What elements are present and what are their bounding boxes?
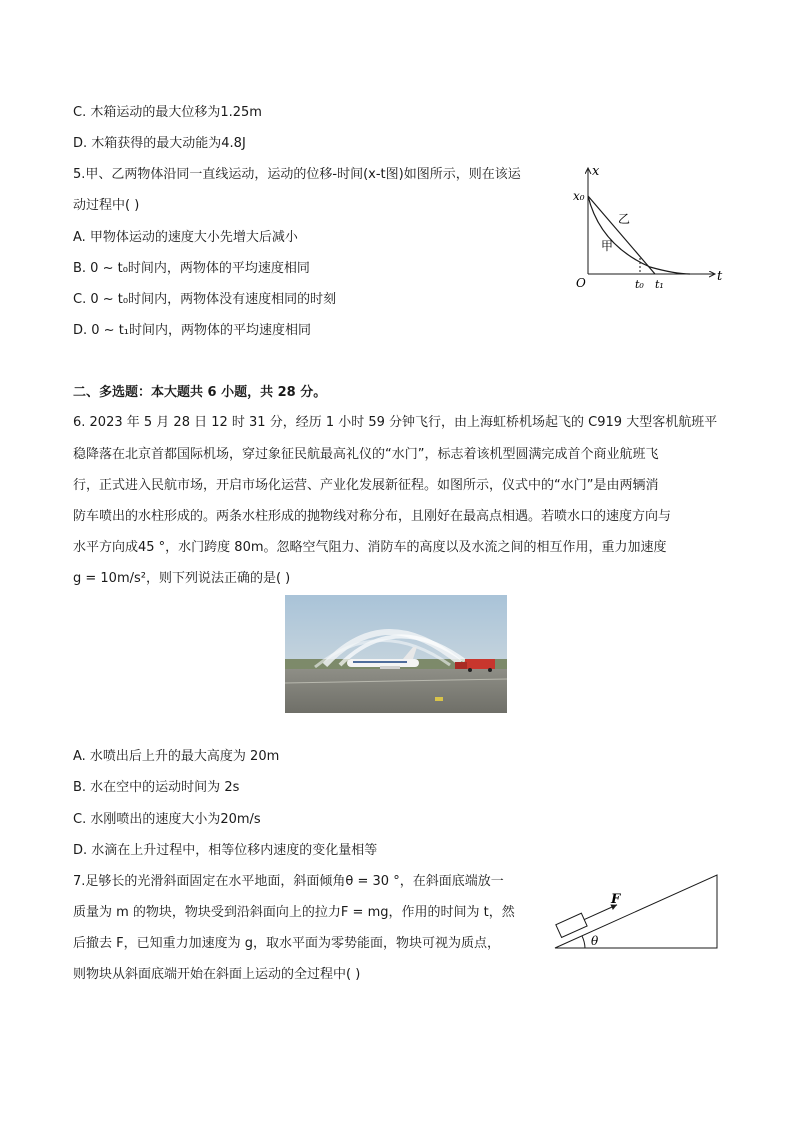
block [556, 913, 587, 937]
incline-triangle [555, 875, 717, 948]
q6-stem-line-3: 行，正式进入民航市场，开启市场化运营、产业化发展新征程。如图所示，仪式中的“水门”是由两辆消 [73, 478, 659, 493]
t-axis-label: t [717, 269, 723, 284]
q6-stem-line-1: 6. 2023 年 5 月 28 日 12 时 31 分，经历 1 小时 59 分钟飞行，由上海虹桥机场起飞的 C919 大型客机航班平 [73, 415, 718, 430]
force-label: F [611, 892, 621, 907]
q5-option-c: C. 0 ~ t₀时间内，两物体没有速度相同的时刻 [73, 292, 337, 307]
water-gate-photo [285, 595, 507, 713]
incline-diagram [545, 870, 725, 959]
q5-stem-line-2: 动过程中( ) [73, 198, 140, 213]
q4-option-c: C. 木箱运动的最大位移为1.25m [73, 105, 262, 120]
origin-label: O [576, 276, 586, 290]
q7-stem-line-3: 后撤去 F，已知重力加速度为 g，取水平面为零势能面，物块可视为质点， [73, 936, 500, 951]
angle-label: θ [591, 934, 599, 948]
q6-stem-line-5: 水平方向成45 °，水门跨度 80m。忽略空气阻力、消防车的高度以及水流之间的相互作用，重力加速度 [73, 540, 667, 555]
xt-graph [565, 160, 730, 299]
q5-option-a: A. 甲物体运动的速度大小先增大后减小 [73, 230, 298, 245]
q6-option-d: D. 水滴在上升过程中，相等位移内速度的变化量相等 [73, 843, 378, 858]
x0-label: x₀ [573, 189, 585, 203]
t0-label: t₀ [635, 278, 644, 291]
q7-stem-line-4: 则物块从斜面底端开始在斜面上运动的全过程中( ) [73, 967, 361, 982]
q6-stem-line-6: g = 10m/s²，则下列说法正确的是( ) [73, 571, 291, 586]
q6-option-c: C. 水刚喷出的速度大小为20m/s [73, 812, 261, 827]
jia-label: 甲 [601, 239, 614, 253]
q4-option-d: D. 木箱获得的最大动能为4.8J [73, 136, 246, 151]
section-heading-multiple-choice: 二、多选题：本大题共 6 小题，共 28 分。 [73, 385, 327, 400]
q5-option-d: D. 0 ~ t₁时间内，两物体的平均速度相同 [73, 323, 312, 338]
q6-stem-line-2: 稳降落在北京首都国际机场，穿过象征民航最高礼仪的“水门”，标志着该机型圆满完成首个商业航班飞 [73, 447, 659, 462]
jia-curve [588, 196, 690, 274]
yi-label: 乙 [618, 212, 631, 226]
q6-option-a: A. 水喷出后上升的最大高度为 20m [73, 749, 280, 764]
q5-stem-line-1: 5.甲、乙两物体沿同一直线运动，运动的位移-时间(x-t图)如图所示，则在该运 [73, 167, 521, 182]
t1-label: t₁ [655, 278, 664, 291]
q7-stem-line-2: 质量为 m 的物块，物块受到沿斜面向上的拉力F = mg，作用的时间为 t，然 [73, 905, 515, 920]
q7-stem-line-1: 7.足够长的光滑斜面固定在水平地面，斜面倾角θ = 30 °，在斜面底端放一 [73, 874, 504, 889]
angle-arc [582, 936, 585, 948]
q5-option-b: B. 0 ~ t₀时间内，两物体的平均速度相同 [73, 261, 310, 276]
yi-line [588, 196, 655, 274]
x-axis-label: x [592, 164, 600, 179]
q6-option-b: B. 水在空中的运动时间为 2s [73, 780, 240, 795]
q6-stem-line-4: 防车喷出的水柱形成的。两条水柱形成的抛物线对称分布，且刚好在最高点相遇。若喷水口的速度方向与 [73, 509, 672, 524]
